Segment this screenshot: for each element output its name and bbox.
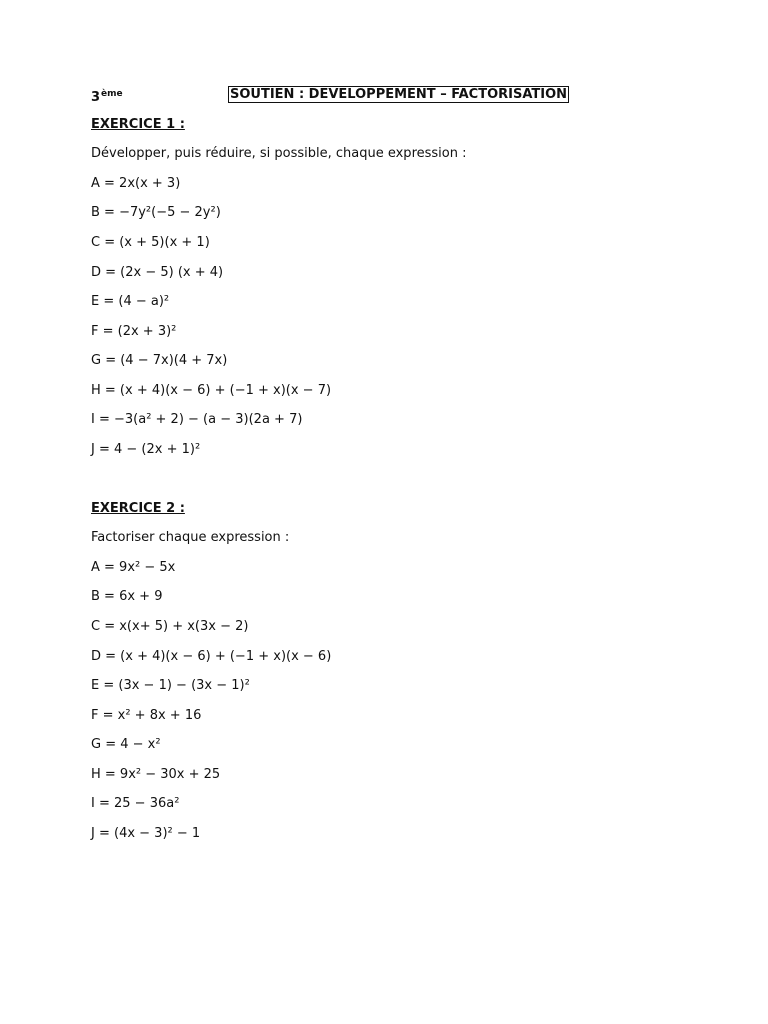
exercise-1-expression-g: G = (4 − 7x)(4 + 7x) [91, 353, 228, 368]
exercise-1-heading: EXERCICE 1 : [91, 117, 185, 132]
exercise-1-expression-a: A = 2x(x + 3) [91, 176, 181, 191]
exercise-2-expression-f: F = x² + 8x + 16 [91, 708, 202, 723]
exercise-1-expression-f: F = (2x + 3)² [91, 324, 177, 339]
exercise-1-expression-b: B = −7y²(−5 − 2y²) [91, 205, 221, 220]
grade-level-suffix: ème [101, 89, 123, 99]
exercise-2-expression-j: J = (4x − 3)² − 1 [91, 826, 201, 841]
exercise-1-expression-d: D = (2x − 5) (x + 4) [91, 265, 224, 280]
grade-level-number: 3 [91, 90, 101, 105]
exercise-2-instruction: Factoriser chaque expression : [91, 530, 290, 545]
exercise-2-expression-h: H = 9x² − 30x + 25 [91, 767, 221, 782]
grade-level [91, 86, 123, 106]
exercise-1-expression-i: I = −3(a² + 2) − (a − 3)(2a + 7) [91, 412, 303, 427]
exercise-2-expression-e: E = (3x − 1) − (3x − 1)² [91, 678, 250, 693]
exercise-1-expression-c: C = (x + 5)(x + 1) [91, 235, 210, 250]
exercise-2-heading: EXERCICE 2 : [91, 501, 185, 516]
exercise-1-instruction: Développer, puis réduire, si possible, chaque expression : [91, 146, 467, 161]
exercise-2-expression-d: D = (x + 4)(x − 6) + (−1 + x)(x − 6) [91, 649, 332, 664]
exercise-2-expression-c: C = x(x+ 5) + x(3x − 2) [91, 619, 249, 634]
exercise-2-expression-i: I = 25 − 36a² [91, 796, 180, 811]
exercise-2-expression-g: G = 4 − x² [91, 737, 161, 752]
worksheet-title: SOUTIEN : DEVELOPPEMENT – FACTORISATION [230, 87, 568, 102]
exercise-1-expression-j: J = 4 − (2x + 1)² [91, 442, 201, 457]
exercise-2-expression-b: B = 6x + 9 [91, 589, 163, 604]
exercise-1-expression-h: H = (x + 4)(x − 6) + (−1 + x)(x − 7) [91, 383, 332, 398]
exercise-1-expression-e: E = (4 − a)² [91, 294, 170, 309]
exercise-2-expression-a: A = 9x² − 5x [91, 560, 176, 575]
